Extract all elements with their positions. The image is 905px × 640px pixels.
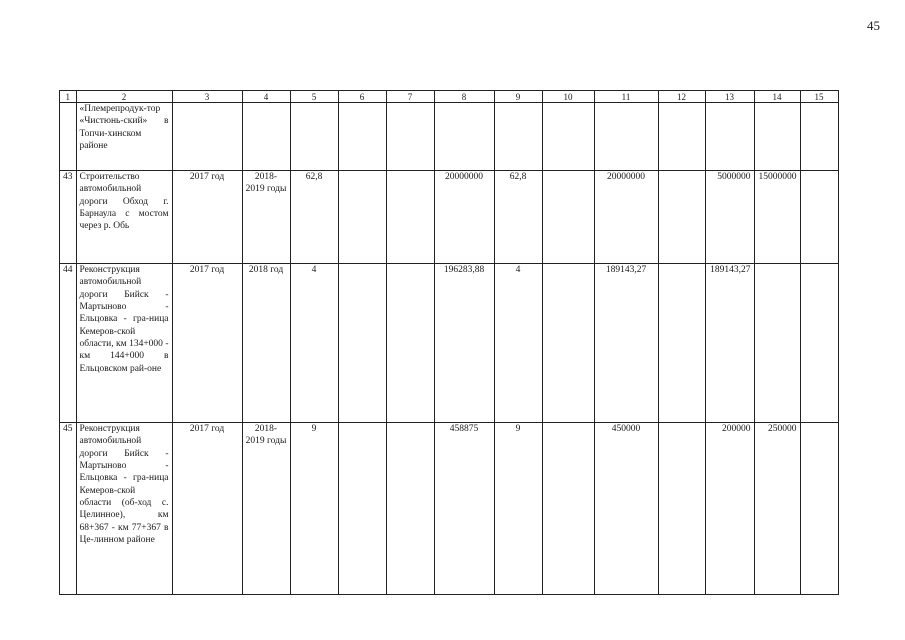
header-cell: 13 bbox=[705, 91, 754, 103]
header-cell: 5 bbox=[290, 91, 338, 103]
table-cell bbox=[338, 103, 386, 171]
table-cell: 450000 bbox=[594, 423, 658, 595]
table-cell bbox=[800, 171, 838, 264]
table-cell: 9 bbox=[494, 423, 542, 595]
table-cell: 189143,27 bbox=[594, 264, 658, 423]
table-cell bbox=[754, 103, 800, 171]
table-cell: 20000000 bbox=[434, 171, 494, 264]
period-cell: 2018 год bbox=[242, 264, 290, 423]
table-cell bbox=[338, 423, 386, 595]
table-cell bbox=[542, 103, 594, 171]
table-cell: 15000000 bbox=[754, 171, 800, 264]
table-cell: 250000 bbox=[754, 423, 800, 595]
table-cell bbox=[172, 103, 242, 171]
table-header-row bbox=[60, 91, 839, 103]
table-cell bbox=[290, 103, 338, 171]
table-cell bbox=[542, 171, 594, 264]
table-cell bbox=[386, 171, 434, 264]
investment-table bbox=[59, 90, 839, 595]
table-cell bbox=[338, 264, 386, 423]
table-cell bbox=[658, 264, 705, 423]
table-cell: 62,8 bbox=[494, 171, 542, 264]
table-cell bbox=[494, 103, 542, 171]
header-cell: 9 bbox=[494, 91, 542, 103]
header-cell: 14 bbox=[754, 91, 800, 103]
table-row bbox=[60, 264, 839, 423]
table-cell: 20000000 bbox=[594, 171, 658, 264]
table-cell bbox=[658, 103, 705, 171]
header-cell: 12 bbox=[658, 91, 705, 103]
table-cell: 4 bbox=[290, 264, 338, 423]
table-cell bbox=[338, 171, 386, 264]
header-cell: 7 bbox=[386, 91, 434, 103]
header-cell: 8 bbox=[434, 91, 494, 103]
table-cell: 4 bbox=[494, 264, 542, 423]
header-cell: 10 bbox=[542, 91, 594, 103]
row-index: 43 bbox=[60, 171, 77, 264]
table-cell bbox=[800, 423, 838, 595]
table-cell bbox=[434, 103, 494, 171]
table-cell: 458875 bbox=[434, 423, 494, 595]
table-cell bbox=[800, 103, 838, 171]
header-cell: 2 bbox=[76, 91, 172, 103]
header-cell: 11 bbox=[594, 91, 658, 103]
table-cell bbox=[542, 423, 594, 595]
table-cell: 9 bbox=[290, 423, 338, 595]
table-cell bbox=[754, 264, 800, 423]
table-cell bbox=[242, 103, 290, 171]
table-cell: 189143,27 bbox=[705, 264, 754, 423]
header-cell: 1 bbox=[60, 91, 77, 103]
period-cell: 2018-2019 годы bbox=[242, 171, 290, 264]
table-cell bbox=[658, 423, 705, 595]
object-name-cell: Реконструкция автомобильной дороги Бийск - Мартыново - Ельцовка - гра-ница Кемеров-ской области, км 134+000 - км 144+000 в Ельцовском рай-оне bbox=[76, 264, 172, 423]
header-cell: 3 bbox=[172, 91, 242, 103]
start-year-cell: 2017 год bbox=[172, 171, 242, 264]
table-row bbox=[60, 423, 839, 595]
table-cell bbox=[705, 103, 754, 171]
row-index: 44 bbox=[60, 264, 77, 423]
object-name-cell: «Племрепродук-тор «Чистюнь-ский» в Топчи-хинском районе bbox=[76, 103, 172, 171]
table-cell: 5000000 bbox=[705, 171, 754, 264]
table-cell bbox=[386, 264, 434, 423]
row-index: 45 bbox=[60, 423, 77, 595]
table-cell: 62,8 bbox=[290, 171, 338, 264]
period-cell: 2018-2019 годы bbox=[242, 423, 290, 595]
table-cell bbox=[658, 171, 705, 264]
start-year-cell: 2017 год bbox=[172, 423, 242, 595]
table-row bbox=[60, 171, 839, 264]
table-cell: 200000 bbox=[705, 423, 754, 595]
object-name-cell: Строительство автомобильной дороги Обход г. Барнаула с мостом через р. Обь bbox=[76, 171, 172, 264]
table-cell bbox=[542, 264, 594, 423]
table-cell bbox=[386, 423, 434, 595]
page-number: 45 bbox=[867, 18, 880, 33]
table-cell bbox=[800, 264, 838, 423]
table-cell: 196283,88 bbox=[434, 264, 494, 423]
start-year-cell: 2017 год bbox=[172, 264, 242, 423]
header-cell: 6 bbox=[338, 91, 386, 103]
header-cell: 4 bbox=[242, 91, 290, 103]
row-index bbox=[60, 103, 77, 171]
header-cell: 15 bbox=[800, 91, 838, 103]
table-cell bbox=[386, 103, 434, 171]
object-name-cell: Реконструкция автомобильной дороги Бийск - Мартыново - Ельцовка - гра-ница Кемеров-ской области (об-ход с. Целинное), км 68+367 - км 77+367 в Це-линном районе bbox=[76, 423, 172, 595]
table-row bbox=[60, 103, 839, 171]
table-cell bbox=[594, 103, 658, 171]
